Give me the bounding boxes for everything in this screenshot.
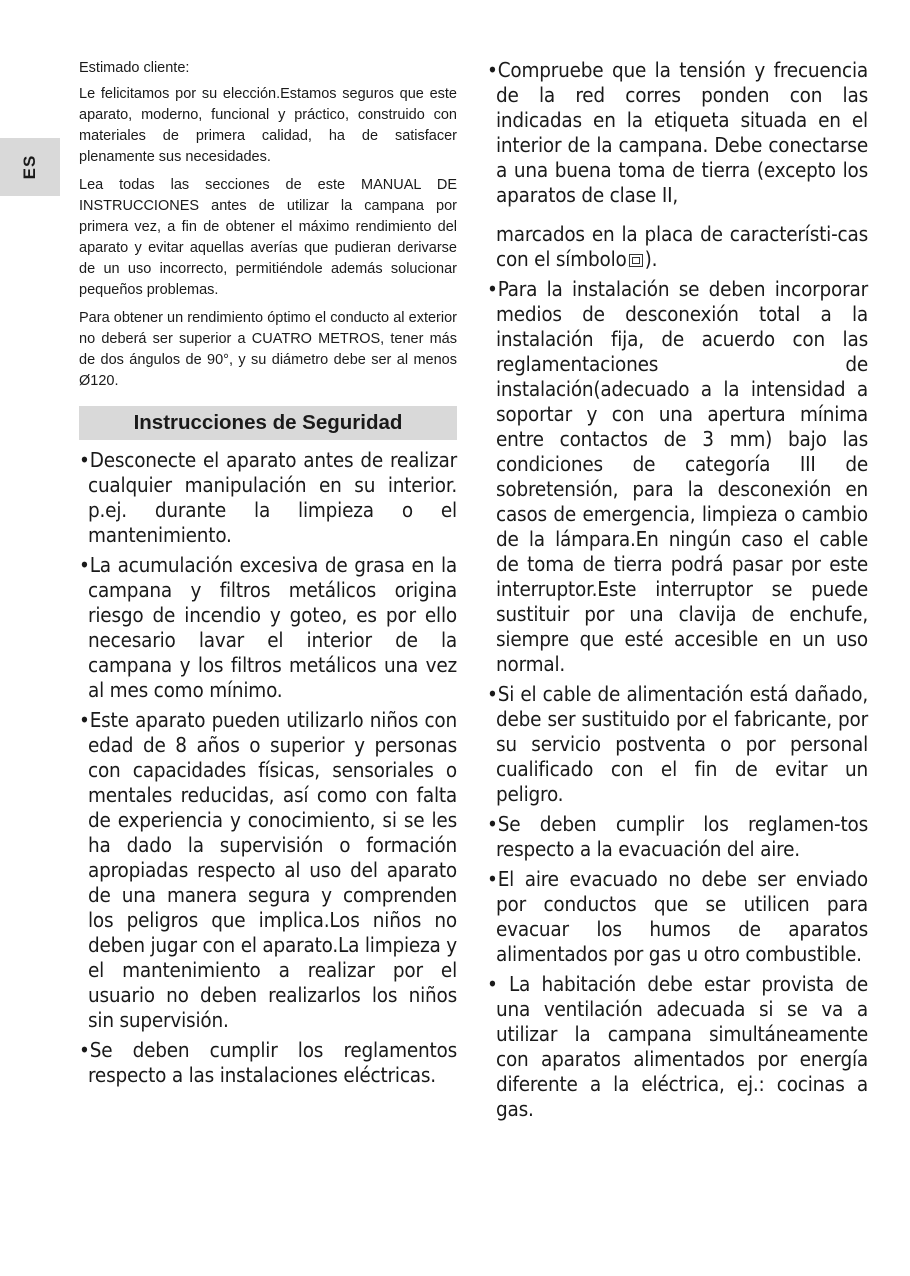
intro-paragraph-3: Para obtener un rendimiento óptimo el conducto al exterior no deberá ser superior a CUATRO METROS, tener más de dos ángulos de 90°, y su diámetro debe ser al menos Ø120. (79, 310, 457, 389)
double-insulation-icon (629, 254, 643, 267)
safety-item: •Este aparato pueden utilizarlo niños con edad de 8 años o superior y personas con capacidades físicas, sensoriales o mentales reducidas, así como con falta de experiencia y conocimiento, si se les ha dado la supervisión o formación apropiadas respecto al uso del aparato de una manera segura y comprenden los peligros que implica.Los niños no deben jugar con el aparato.La limpieza y el mantenimiento a realizar por el usuario no deben realizarlos los niños sin supervisión. (79, 708, 458, 1032)
safety-heading: Instrucciones de Seguridad (79, 406, 457, 440)
left-column (79, 58, 457, 1093)
safety-item: •Si el cable de alimentación está dañado, debe ser sustituido por el fabricante, por su servicio postventa o por personal cualificado con el fin de evitar un peligro. (487, 682, 868, 806)
safety-item-continuation: marcados en la placa de característi-cas con el símbolo ). (496, 222, 868, 271)
bullet-icon: • (487, 682, 498, 706)
bullet-icon: • (487, 812, 498, 836)
bullet-icon: • (487, 58, 498, 82)
safety-item: •Desconecte el aparato antes de realizar cualquier manipulación en su interior. p.ej. durante la limpieza o el mantenimiento. (79, 448, 457, 547)
safety-item: •Para la instalación se deben incorporar medios de desconexión total a la instalación fija, de acuerdo con las reglamentaciones de instalación(adecuado a la intensidad a soportar y con una apertura mínima entre contactos de 3 mm) bajo las condiciones de categoría III de sobretensión, para la desconexión en casos de emergencia, limpieza o cambio de la lámpara.En ningún caso el cable de toma de tierra podrá pasar por este interruptor.Este interruptor se puede sustituir por una clavija de enchufe, siempre que esté accesible en un uso normal. (487, 277, 868, 676)
bullet-icon: • (79, 708, 90, 732)
safety-item: •El aire evacuado no debe ser enviado por conductos que se utilicen para evacuar los humos de aparatos alimentados por gas u otro combustible. (487, 867, 868, 966)
bullet-icon: • (79, 553, 90, 577)
bullet-icon: • (487, 867, 498, 891)
bullet-icon: • (79, 1038, 90, 1062)
bullet-icon: • (487, 277, 498, 301)
bullet-icon: • (487, 972, 498, 996)
bullet-icon: • (79, 448, 90, 472)
right-column (487, 58, 868, 1127)
safety-item: • La habitación debe estar provista de una ventilación adecuada si se va a utilizar la campana simultáneamente con aparatos alimentados por energía diferente a la eléctrica, ej.: cocinas a gas. (487, 972, 868, 1121)
language-label: ES (20, 154, 39, 180)
safety-item: •Compruebe que la tensión y frecuencia de la red corres ponden con las indicadas en la etiqueta situada en el interior de la campana. Debe conectarse a una buena toma de tierra (excepto los aparatos de clase II, (487, 58, 868, 207)
safety-item: •Se deben cumplir los reglamentos respecto a las instalaciones eléctricas. (79, 1038, 457, 1087)
intro-paragraph-1: Le felicitamos por su elección.Estamos seguros que este aparato, moderno, funcional y práctico, construido con materiales de primera calidad, ha de satisfacer plenamente sus necesidades. (79, 86, 457, 165)
greeting: Estimado cliente: (79, 60, 190, 76)
safety-item: •La acumulación excesiva de grasa en la campana y filtros metálicos origina riesgo de incendio y goteo, es por ello necesario lavar el interior de la campana y los filtros metálicos una vez al mes como mínimo. (79, 553, 457, 702)
safety-item: •Se deben cumplir los reglamen-tos respecto a la evacuación del aire. (487, 812, 868, 861)
intro-paragraph-2: Lea todas las secciones de este MANUAL DE INSTRUCCIONES antes de utilizar la campana por primera vez, a fin de obtener el máximo rendimiento del aparato y evitar aquellas averías que pudieran derivarse de un uso incorrecto, permitiéndole además solucionar pequeños problemas. (79, 177, 457, 298)
